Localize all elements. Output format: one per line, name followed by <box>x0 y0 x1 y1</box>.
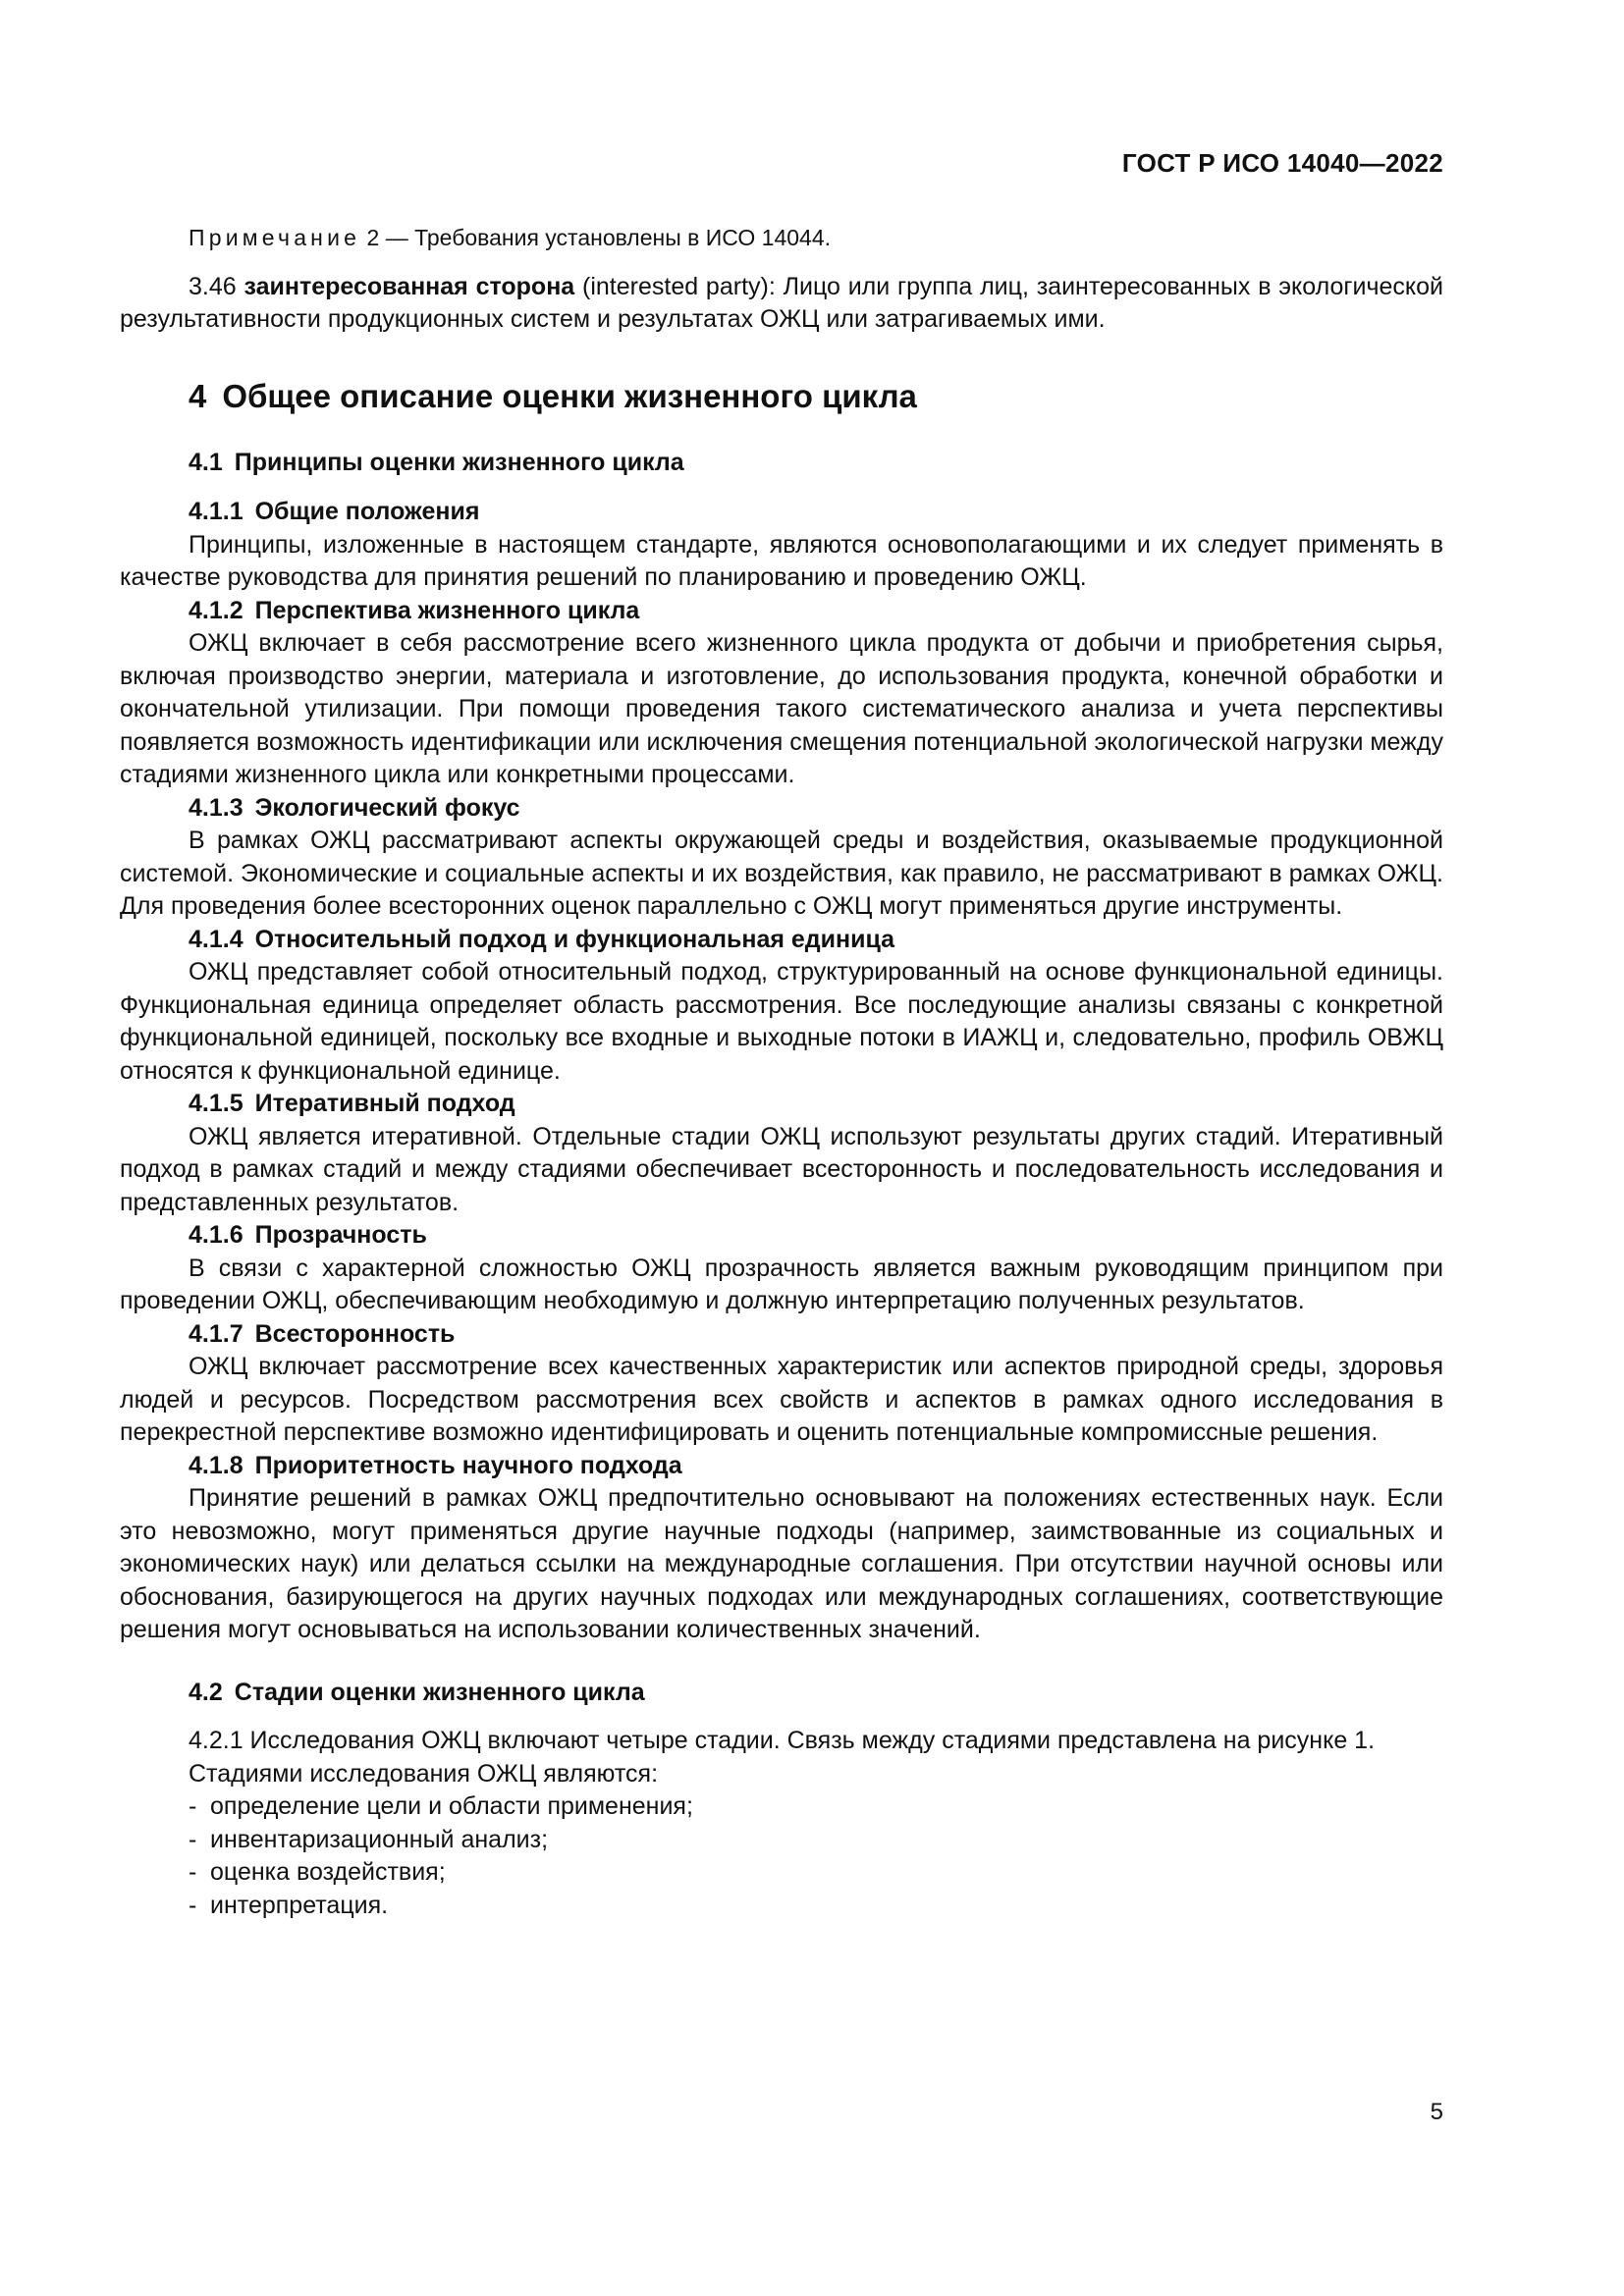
list-dash: - <box>189 1792 197 1820</box>
note-2 <box>120 222 1443 255</box>
clause-4-2-1-text <box>120 1725 1443 1758</box>
clause-4-1-5-heading <box>120 1088 1443 1121</box>
section-4-2-title: Стадии оценки жизненного цикла <box>234 1678 645 1706</box>
clause-4-1-8-heading <box>120 1450 1443 1483</box>
stages-intro: Стадиями исследования ОЖЦ являются: <box>189 1759 659 1788</box>
list-item-text: определение цели и области применения; <box>210 1792 693 1820</box>
list-item-text: интерпретация. <box>210 1891 389 1919</box>
clause-number: 4.1.4 <box>189 925 244 953</box>
clause-4-1-6-text: В связи с характерной сложностью ОЖЦ прозрачность является важным руководящим принципом при проведении ОЖЦ, обеспечивающим необходимую и должную интерпретацию полученных результатов. <box>120 1254 1443 1314</box>
section-4-2-number: 4.2 <box>189 1678 223 1706</box>
note-label: Примечание <box>189 225 361 250</box>
clause-title: Итеративный подход <box>254 1090 515 1117</box>
page-content <box>120 222 1443 1922</box>
clause-4-1-7-heading <box>120 1318 1443 1352</box>
clause-number: 4.1.6 <box>189 1221 244 1249</box>
section-4-title: Общее описание оценки жизненного цикла <box>222 377 917 414</box>
clause-4-1-5-text: ОЖЦ является итеративной. Отдельные стадии ОЖЦ используют результаты других стадий. Итеративный подход в рамках стадий и между стадиями обеспечивает всесторонность и последовательность исследования и представленных результатов. <box>120 1122 1443 1216</box>
section-4-1-heading <box>120 447 1443 480</box>
clause-title: Относительный подход и функциональная единица <box>254 925 895 953</box>
term-definition: (interested party): Лицо или группа лиц, заинтересованных в экологической результативности продукционных систем и результатах ОЖЦ или затрагиваемых ими. <box>120 272 1443 333</box>
section-4-number: 4 <box>189 377 207 414</box>
clause-number: 4.1.1 <box>189 498 244 525</box>
section-4-1-title: Принципы оценки жизненного цикла <box>234 448 684 476</box>
section-4-2-heading <box>120 1677 1443 1710</box>
list-item <box>120 1790 1443 1824</box>
list-item-text: оценка воздействия; <box>210 1858 446 1886</box>
list-item-text: инвентаризационный анализ; <box>210 1825 549 1853</box>
section-4-1-number: 4.1 <box>189 448 223 476</box>
clause-title: Перспектива жизненного цикла <box>254 596 640 624</box>
clause-title: Всесторонность <box>254 1319 456 1348</box>
term-bold: заинтересованная сторона <box>244 272 575 300</box>
clause-title: Приоритетность научного подхода <box>254 1451 682 1479</box>
clause-4-1-4-text: ОЖЦ представляет собой относительный подход, структурированный на основе функциональной единицы. Функциональная единица определяет область рассмотрения. Все последующие анализы связаны с конкретной функциональной единицей, поскольку все входные и выходные потоки в ИАЖЦ и, следовательно, профиль ОВЖЦ относятся к функциональной единице. <box>120 958 1443 1085</box>
standard-code: ГОСТ Р ИСО 14040—2022 <box>1121 148 1443 178</box>
clause-4-1-3-heading <box>120 792 1443 826</box>
clause-number: 4.1.8 <box>189 1451 244 1479</box>
clause-title: Общие положения <box>254 498 480 525</box>
list-dash: - <box>189 1891 197 1919</box>
clause-number: 4.1.2 <box>189 596 244 624</box>
clause-4-1-2-text: ОЖЦ включает в себя рассмотрение всего жизненного цикла продукта от добычи и приобретения сырья, включая производство энергии, материала и изготовление, до использования продукта, конечной обработки и окончательной утилизации. При помощи проведения такого систематического анализа и учета перспективы появляется возможность идентификации или исключения смещения потенциальной экологической нагрузки между стадиями жизненного цикла или конкретными процессами. <box>120 629 1443 788</box>
clause-number: 4.1.3 <box>189 793 244 822</box>
clause-title: Экологический фокус <box>254 793 520 822</box>
clause-number: 4.1.7 <box>189 1319 244 1348</box>
clause-4-1-4-heading <box>120 924 1443 957</box>
section-4-heading <box>120 376 1443 417</box>
term-3-46 <box>120 271 1443 337</box>
clause-4-1-1-text: Принципы, изложенные в настоящем стандарте, являются основополагающими и их следует применять в качестве руководства для принятия решений по планированию и проведению ОЖЦ. <box>120 530 1443 591</box>
page-number: 5 <box>1430 2099 1443 2125</box>
list-dash: - <box>189 1858 197 1886</box>
clause-4-1-1-heading <box>120 496 1443 529</box>
clause-4-1-2-heading <box>120 595 1443 628</box>
clause-4-1-3-text: В рамках ОЖЦ рассматривают аспекты окружающей среды и воздействия, оказываемые продукционной системой. Экономические и социальные аспекты и их воздействия, как правило, не рассматривают в рамках ОЖЦ. Для проведения более всесторонних оценок параллельно с ОЖЦ могут применяться другие инструменты. <box>120 827 1443 920</box>
clause-4-1-7-text: ОЖЦ включает рассмотрение всех качественных характеристик или аспектов природной среды, здоровья людей и ресурсов. Посредством рассмотрения всех свойств и аспектов в рамках одного исследования в перекрестной перспективе возможно идентифицировать и оценить потенциальные компромиссные решения. <box>120 1353 1443 1446</box>
clause-4-2-1-body: Исследования ОЖЦ включают четыре стадии. Связь между стадиями представлена на рисунке 1. <box>243 1727 1376 1754</box>
clause-number: 4.1.5 <box>189 1090 244 1117</box>
clause-4-1-8-text: Принятие решений в рамках ОЖЦ предпочтительно основывают на положениях естественных наук. Если это невозможно, могут применяться другие научные подходы (например, заимствованные из социальных и экономических наук) или делаться ссылки на международные соглашения. При отсутствии научной основы или обоснования, базирующегося на других научных подходах или международных соглашениях, соответствующие решения могут основываться на использовании количественных значений. <box>120 1484 1443 1643</box>
note-text: — Требования установлены в ИСО 14044. <box>379 225 832 250</box>
list-dash: - <box>189 1825 197 1853</box>
list-item <box>120 1856 1443 1890</box>
term-number: 3.46 <box>189 272 237 300</box>
list-item <box>120 1824 1443 1857</box>
clause-4-1-6-heading <box>120 1219 1443 1253</box>
list-item <box>120 1890 1443 1923</box>
clause-4-2-1-number: 4.2.1 <box>189 1727 244 1754</box>
clause-title: Прозрачность <box>254 1221 427 1249</box>
note-number: 2 <box>366 225 380 250</box>
